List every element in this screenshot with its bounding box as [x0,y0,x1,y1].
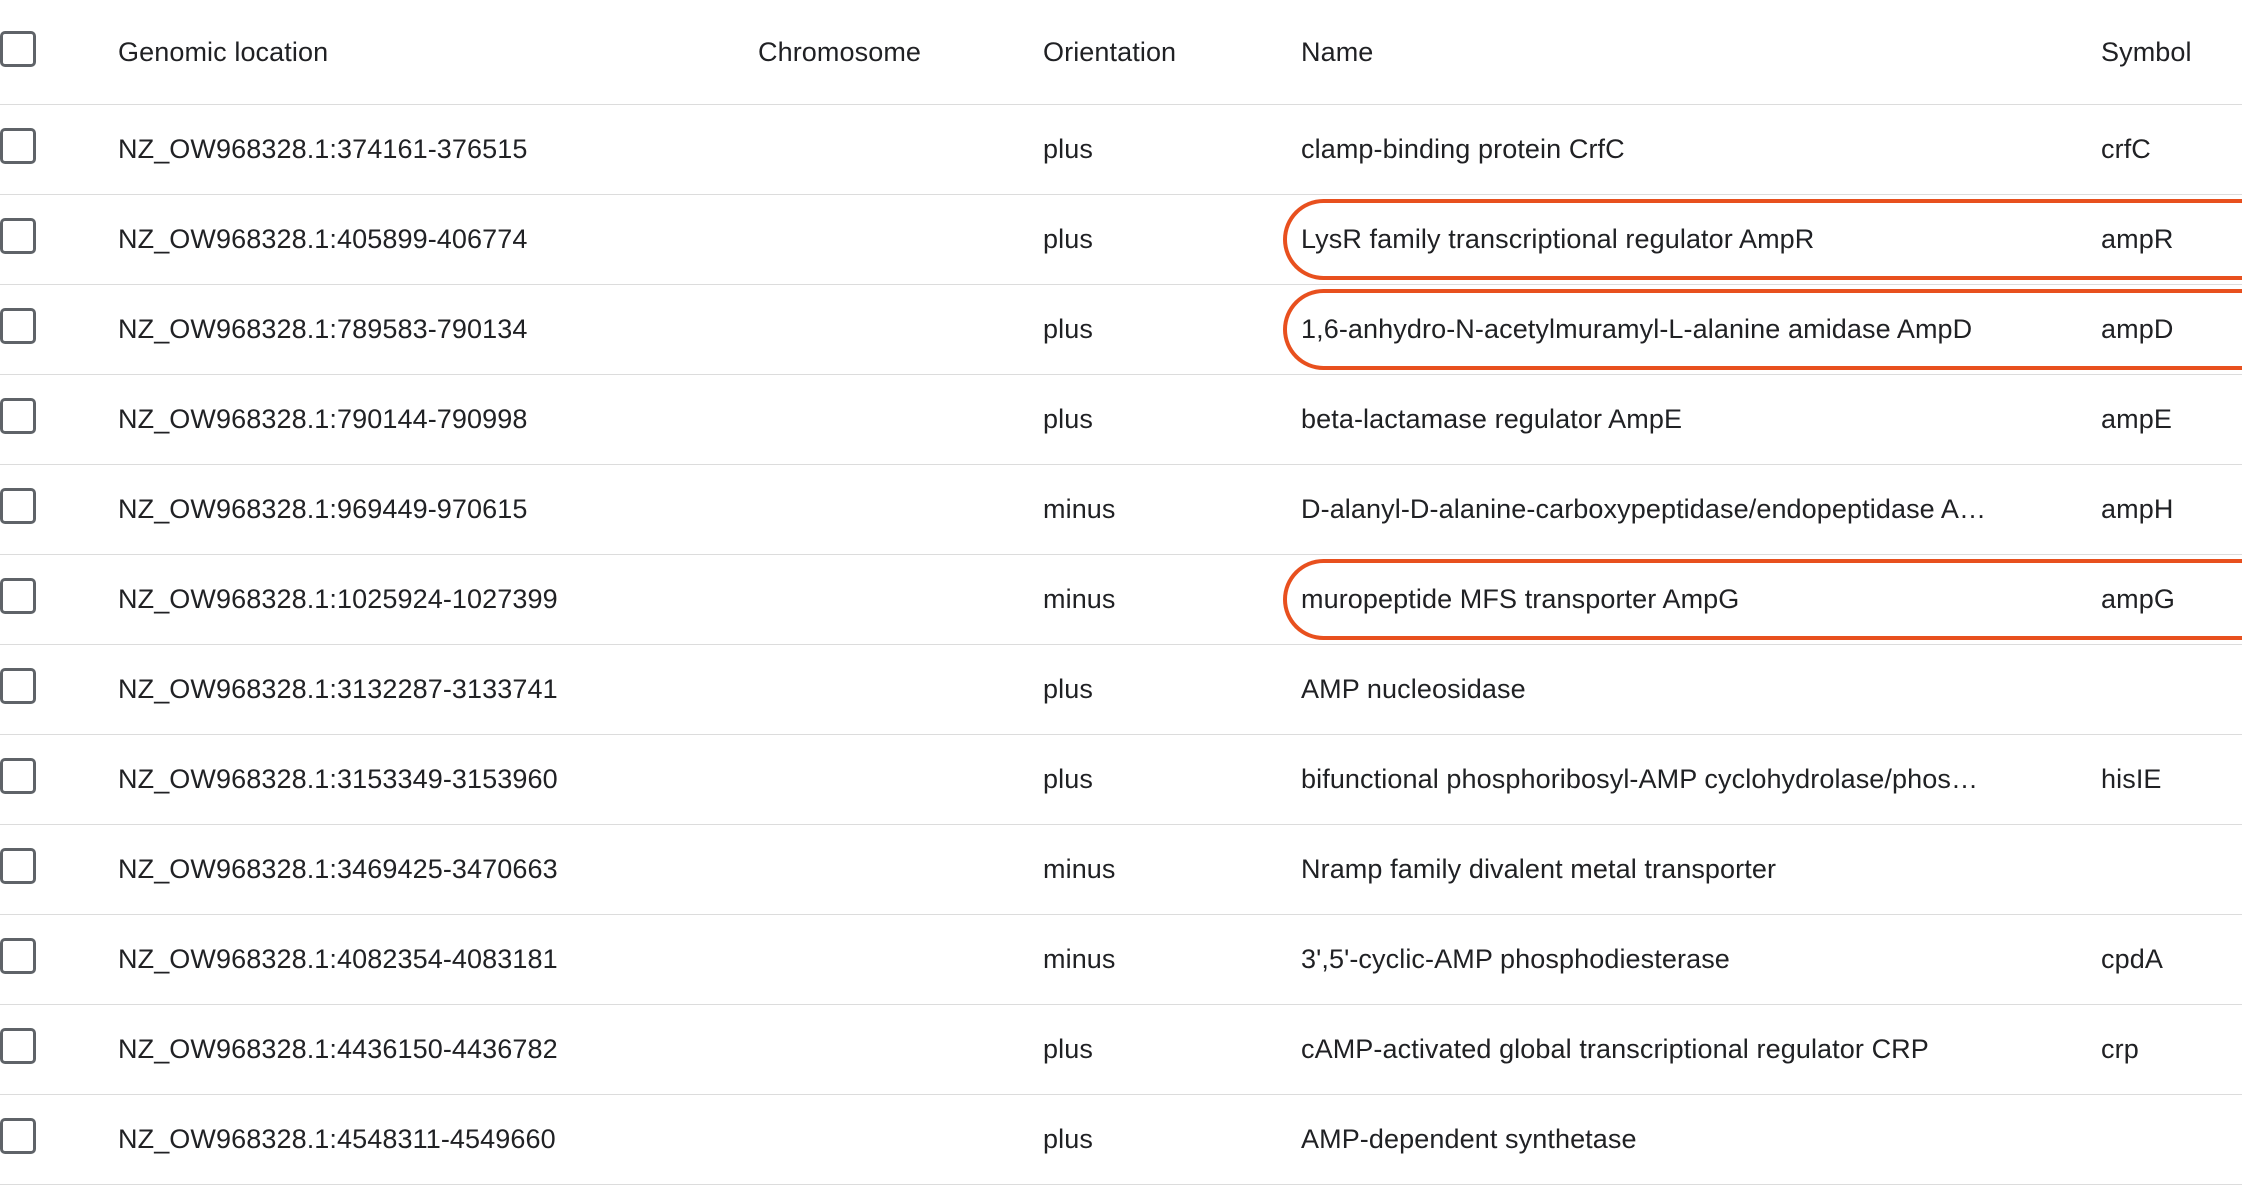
orientation-text: plus [1043,1124,1093,1154]
row-select-cell [0,645,100,735]
cell-orientation [1025,645,1283,735]
row-select-cell [0,915,100,1005]
gene-symbol-text: ampD [2101,314,2174,344]
column-header-chromosome[interactable] [740,0,1025,105]
table-row[interactable] [0,555,2242,645]
row-select-cell [0,1095,100,1185]
table-row[interactable] [0,375,2242,465]
table-row[interactable] [0,645,2242,735]
gene-name-text: clamp-binding protein CrfC [1301,134,1625,164]
column-header-orientation[interactable] [1025,0,1283,105]
cell-genomic-location [100,285,740,375]
cell-genomic-location [100,915,740,1005]
cell-orientation [1025,1005,1283,1095]
row-checkbox[interactable] [0,668,36,704]
cell-name [1283,645,2083,735]
cell-genomic-location [100,465,740,555]
column-header-name[interactable] [1283,0,2083,105]
row-select-cell [0,1005,100,1095]
gene-name-text: AMP nucleosidase [1301,674,1526,704]
gene-symbol-text: crfC [2101,134,2151,164]
cell-symbol [2083,195,2242,285]
gene-name-text: D-alanyl-D-alanine-carboxypeptidase/endopeptidase A… [1301,494,1987,524]
genomic-location-text: NZ_OW968328.1:4436150-4436782 [118,1034,558,1064]
gene-name-text: cAMP-activated global transcriptional regulator CRP [1301,1034,1929,1064]
cell-chromosome [740,375,1025,465]
genomic-location-text: NZ_OW968328.1:374161-376515 [118,134,528,164]
row-select-cell [0,285,100,375]
genomic-location-text: NZ_OW968328.1:3469425-3470663 [118,854,558,884]
table-row[interactable] [0,195,2242,285]
cell-symbol [2083,735,2242,825]
cell-chromosome [740,285,1025,375]
cell-genomic-location [100,195,740,285]
cell-symbol [2083,1095,2242,1185]
table-header-row [0,0,2242,105]
column-header-genomic-location[interactable] [100,0,740,105]
row-checkbox[interactable] [0,578,36,614]
gene-symbol-text: hisIE [2101,764,2162,794]
table-row[interactable] [0,105,2242,195]
column-header-label: Chromosome [758,36,922,67]
gene-symbol-text: cpdA [2101,944,2163,974]
cell-name [1283,915,2083,1005]
table-row[interactable] [0,825,2242,915]
cell-symbol [2083,825,2242,915]
gene-name-text: 3',5'-cyclic-AMP phosphodiesterase [1301,944,1730,974]
genomic-location-text: NZ_OW968328.1:3153349-3153960 [118,764,558,794]
row-select-cell [0,195,100,285]
table-row[interactable] [0,285,2242,375]
cell-orientation [1025,825,1283,915]
cell-symbol [2083,555,2242,645]
row-checkbox[interactable] [0,1028,36,1064]
gene-name-text: AMP-dependent synthetase [1301,1124,1637,1154]
orientation-text: minus [1043,584,1116,614]
cell-chromosome [740,1095,1025,1185]
orientation-text: plus [1043,674,1093,704]
cell-chromosome [740,465,1025,555]
gene-symbol-text: ampH [2101,494,2174,524]
genomic-location-text: NZ_OW968328.1:3132287-3133741 [118,674,558,704]
cell-genomic-location [100,105,740,195]
cell-chromosome [740,195,1025,285]
genomic-location-text: NZ_OW968328.1:790144-790998 [118,404,528,434]
cell-symbol [2083,645,2242,735]
row-select-cell [0,105,100,195]
select-all-header [0,0,100,105]
table-row[interactable] [0,735,2242,825]
cell-symbol [2083,915,2242,1005]
cell-chromosome [740,1005,1025,1095]
cell-genomic-location [100,555,740,645]
cell-name [1283,285,2083,375]
cell-chromosome [740,105,1025,195]
cell-chromosome [740,735,1025,825]
orientation-text: minus [1043,944,1116,974]
row-select-cell [0,825,100,915]
gene-name-text: beta-lactamase regulator AmpE [1301,404,1683,434]
table-row[interactable] [0,465,2242,555]
row-checkbox[interactable] [0,848,36,884]
cell-name [1283,555,2083,645]
row-checkbox[interactable] [0,1118,36,1154]
column-header-label: Symbol [2101,36,2192,67]
cell-orientation [1025,105,1283,195]
row-select-cell [0,375,100,465]
table-header [0,0,2242,105]
table-row[interactable] [0,1005,2242,1095]
select-all-checkbox[interactable] [0,31,36,67]
genomic-location-text: NZ_OW968328.1:789583-790134 [118,314,528,344]
gene-symbol-text: ampG [2101,584,2175,614]
genomic-location-text: NZ_OW968328.1:405899-406774 [118,224,528,254]
cell-name [1283,1005,2083,1095]
orientation-text: plus [1043,404,1093,434]
cell-genomic-location [100,1005,740,1095]
cell-genomic-location [100,1095,740,1185]
table-row[interactable] [0,915,2242,1005]
column-header-label: Orientation [1043,36,1177,67]
genomic-location-text: NZ_OW968328.1:4082354-4083181 [118,944,558,974]
orientation-text: plus [1043,134,1093,164]
row-checkbox[interactable] [0,488,36,524]
orientation-text: plus [1043,1034,1093,1064]
row-select-cell [0,465,100,555]
gene-symbol-text: crp [2101,1034,2139,1064]
gene-name-text: Nramp family divalent metal transporter [1301,854,1777,884]
orientation-text: plus [1043,764,1093,794]
row-checkbox[interactable] [0,938,36,974]
cell-orientation [1025,1095,1283,1185]
cell-name [1283,735,2083,825]
cell-chromosome [740,825,1025,915]
genomic-location-text: NZ_OW968328.1:969449-970615 [118,494,528,524]
gene-name-text: muropeptide MFS transporter AmpG [1301,584,1740,614]
cell-chromosome [740,555,1025,645]
cell-orientation [1025,465,1283,555]
cell-orientation [1025,285,1283,375]
cell-name [1283,1095,2083,1185]
cell-name [1283,375,2083,465]
orientation-text: minus [1043,854,1116,884]
table-row[interactable] [0,1095,2242,1185]
genomic-location-text: NZ_OW968328.1:1025924-1027399 [118,584,558,614]
genomic-location-text: NZ_OW968328.1:4548311-4549660 [118,1124,556,1154]
row-select-cell [0,555,100,645]
cell-chromosome [740,645,1025,735]
orientation-text: minus [1043,494,1116,524]
row-checkbox[interactable] [0,308,36,344]
cell-symbol [2083,285,2242,375]
column-header-label: Genomic location [118,36,329,67]
cell-genomic-location [100,735,740,825]
table-body [0,105,2242,1185]
gene-name-text: bifunctional phosphoribosyl-AMP cyclohydrolase/phos… [1301,764,1979,794]
row-select-cell [0,735,100,825]
cell-orientation [1025,915,1283,1005]
gene-name-text: LysR family transcriptional regulator AmpR [1301,224,1815,254]
cell-symbol [2083,105,2242,195]
orientation-text: plus [1043,314,1093,344]
cell-genomic-location [100,825,740,915]
cell-name [1283,465,2083,555]
row-checkbox[interactable] [0,398,36,434]
row-checkbox[interactable] [0,218,36,254]
cell-symbol [2083,465,2242,555]
cell-orientation [1025,735,1283,825]
cell-symbol [2083,375,2242,465]
cell-symbol [2083,1005,2242,1095]
gene-name-text: 1,6-anhydro-N-acetylmuramyl-L-alanine amidase AmpD [1301,314,1973,344]
cell-orientation [1025,555,1283,645]
gene-symbol-text: ampE [2101,404,2172,434]
cell-genomic-location [100,375,740,465]
orientation-text: plus [1043,224,1093,254]
cell-name [1283,825,2083,915]
cell-orientation [1025,375,1283,465]
cell-name [1283,105,2083,195]
cell-chromosome [740,915,1025,1005]
column-header-symbol[interactable] [2083,0,2242,105]
row-checkbox[interactable] [0,128,36,164]
cell-name [1283,195,2083,285]
cell-orientation [1025,195,1283,285]
column-header-label: Name [1301,36,1374,67]
row-checkbox[interactable] [0,758,36,794]
cell-genomic-location [100,645,740,735]
gene-symbol-text: ampR [2101,224,2174,254]
